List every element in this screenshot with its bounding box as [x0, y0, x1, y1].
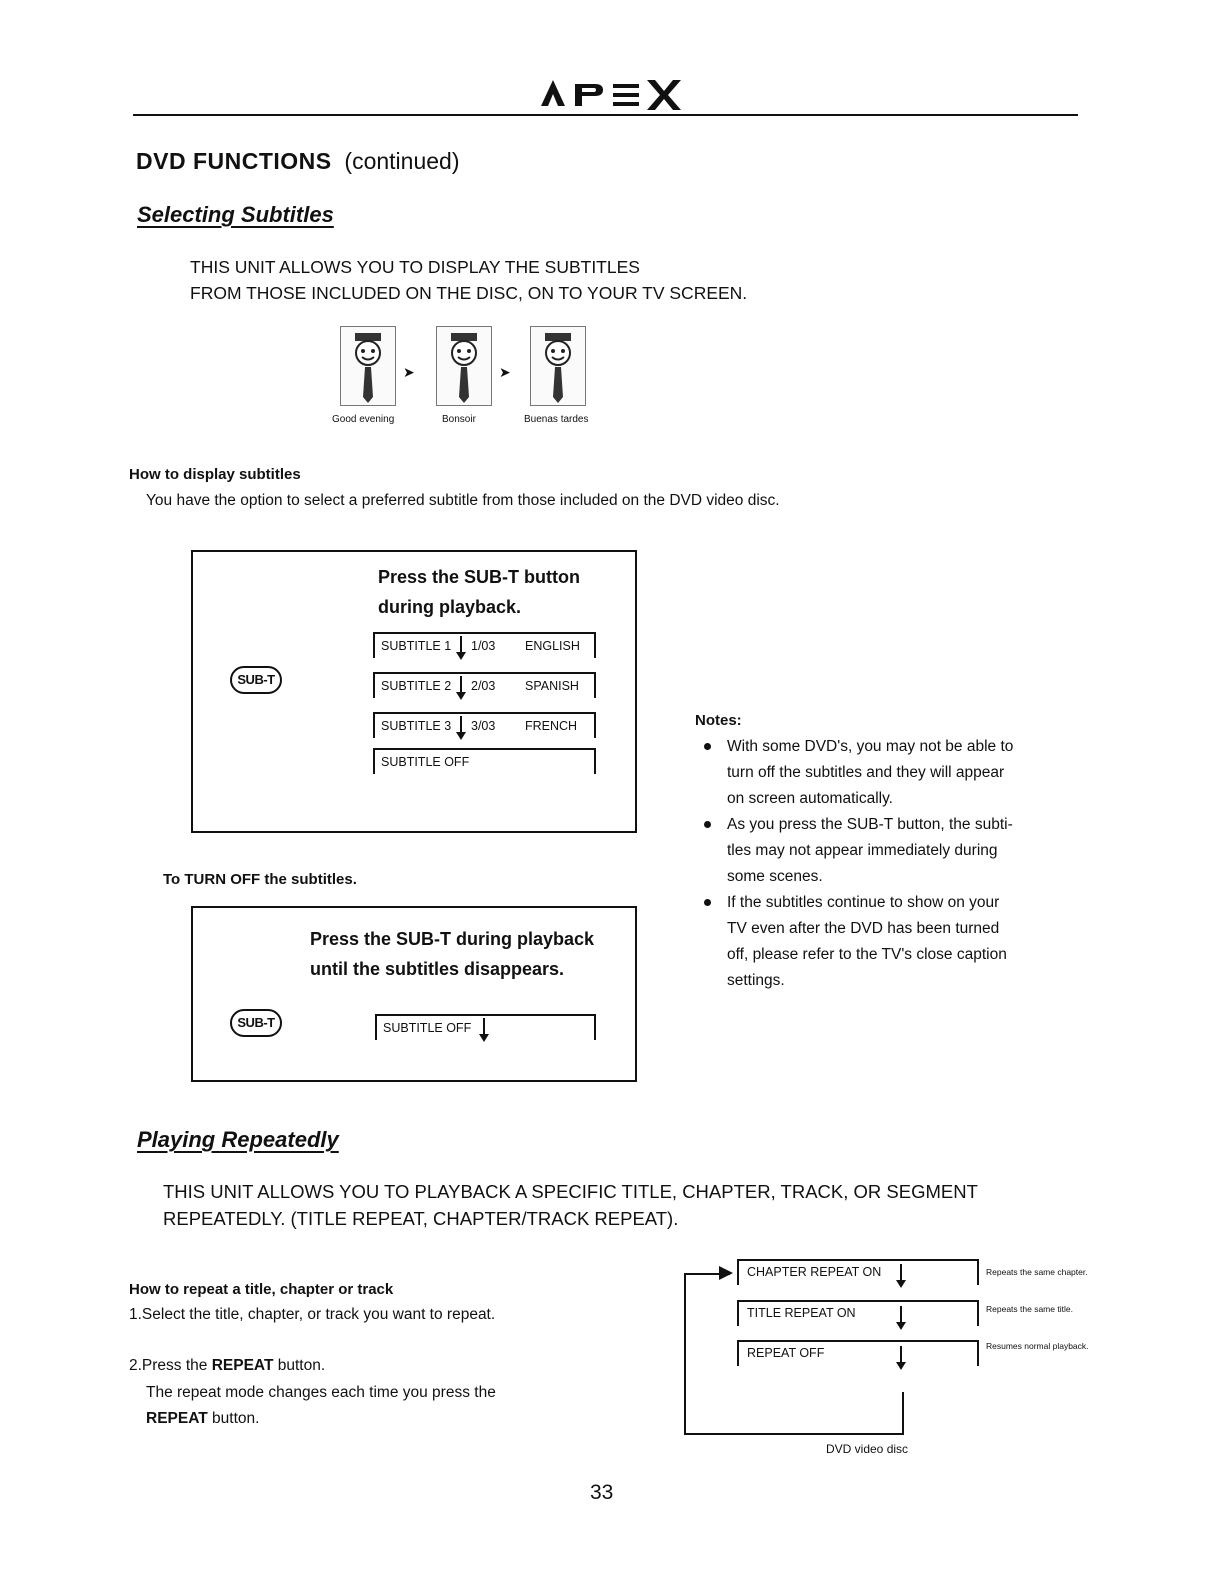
turn-off-heading: To TURN OFF the subtitles. [163, 871, 357, 888]
subtitles-intro-line1: THIS UNIT ALLOWS YOU TO DISPLAY THE SUBTITLES [190, 257, 640, 277]
osd-subtitle-1: SUBTITLE 1 1/03 ENGLISH [373, 632, 596, 658]
face-image [436, 326, 492, 406]
arrow-down-icon [483, 1018, 485, 1036]
repeat-note: Repeats the same title. [986, 1304, 1073, 1314]
osd-title-repeat: TITLE REPEAT ON [737, 1300, 979, 1326]
caption: Buenas tardes [524, 414, 589, 425]
page-title: DVD FUNCTIONS (continued) [136, 148, 460, 174]
bullet-icon [704, 821, 711, 828]
subtitle-select-box [191, 550, 637, 833]
bullet-icon [704, 743, 711, 750]
loop-line [684, 1433, 904, 1435]
arrow-down-icon [460, 676, 462, 694]
face-image [530, 326, 586, 406]
arrow-down-icon [900, 1306, 902, 1324]
repeat-step2: 2.Press the REPEAT button. [129, 1357, 326, 1374]
instruction-line1: Press the SUB-T during playback [310, 929, 595, 949]
repeat-note: Resumes normal playback. [986, 1341, 1089, 1351]
sub-t-button-icon: SUB-T [230, 666, 282, 694]
arrow-down-icon [900, 1346, 902, 1364]
repeat-intro-line2: REPEATEDLY. (TITLE REPEAT, CHAPTER/TRACK REPEAT). [163, 1208, 679, 1229]
bullet-icon [704, 899, 711, 906]
instruction-line2: during playback. [378, 597, 522, 617]
osd-subtitle-2: SUBTITLE 2 2/03 SPANISH [373, 672, 596, 698]
repeat-step2-line2: The repeat mode changes each time you press the [146, 1384, 496, 1401]
section-heading-repeat: Playing Repeatedly [137, 1127, 339, 1152]
arrow-down-icon [460, 636, 462, 654]
caption: Good evening [332, 414, 395, 425]
how-to-repeat-heading: How to repeat a title, chapter or track [129, 1281, 394, 1298]
header-rule [133, 114, 1078, 116]
loop-line [684, 1273, 686, 1435]
page-number: 33 [590, 1481, 614, 1504]
osd-subtitle-off: SUBTITLE OFF [375, 1014, 596, 1040]
arrow-right-icon: ➤ [499, 364, 511, 380]
notes-heading: Notes: [695, 712, 742, 729]
sub-t-button-icon: SUB-T [230, 1009, 282, 1037]
how-to-display-heading: How to display subtitles [129, 466, 301, 483]
repeat-note: Repeats the same chapter. [986, 1267, 1088, 1277]
arrow-right-icon: ➤ [403, 364, 415, 380]
instruction-line1: Press the SUB-T button [378, 567, 581, 587]
osd-repeat-off: REPEAT OFF [737, 1340, 979, 1366]
repeat-intro-line1: THIS UNIT ALLOWS YOU TO PLAYBACK A SPECIFIC TITLE, CHAPTER, TRACK, OR SEGMENT [163, 1181, 978, 1202]
how-to-display-text: You have the option to select a preferred subtitle from those included on the DVD video disc. [146, 492, 780, 509]
diagram-caption: DVD video disc [826, 1442, 909, 1456]
subtitles-intro-line2: FROM THOSE INCLUDED ON THE DISC, ON TO YOUR TV SCREEN. [190, 283, 748, 303]
osd-subtitle-3: SUBTITLE 3 3/03 FRENCH [373, 712, 596, 738]
osd-subtitle-off: SUBTITLE OFF [373, 748, 596, 774]
repeat-step2-line3: REPEAT button. [146, 1410, 260, 1427]
arrow-down-icon [460, 716, 462, 734]
arrow-right-icon [719, 1266, 733, 1280]
instruction-line2: until the subtitles disappears. [310, 959, 565, 979]
apex-logo [533, 72, 683, 118]
section-heading-subtitles: Selecting Subtitles [137, 202, 334, 227]
arrow-down-icon [900, 1264, 902, 1282]
caption: Bonsoir [442, 414, 476, 425]
note-item: If the subtitles continue to show on your TV even after the DVD has been turned off, please refer to the TV's close caption settings. [727, 894, 1007, 989]
loop-line [902, 1392, 904, 1435]
note-item: As you press the SUB-T button, the subti- tles may not appear immediately during some scenes. [727, 816, 1013, 885]
face-image [340, 326, 396, 406]
subtitle-off-box [191, 906, 637, 1082]
osd-chapter-repeat: CHAPTER REPEAT ON [737, 1259, 979, 1285]
repeat-step1: 1.Select the title, chapter, or track you want to repeat. [129, 1306, 496, 1323]
note-item: With some DVD's, you may not be able to turn off the subtitles and they will appear on screen automatically. [727, 738, 1014, 807]
